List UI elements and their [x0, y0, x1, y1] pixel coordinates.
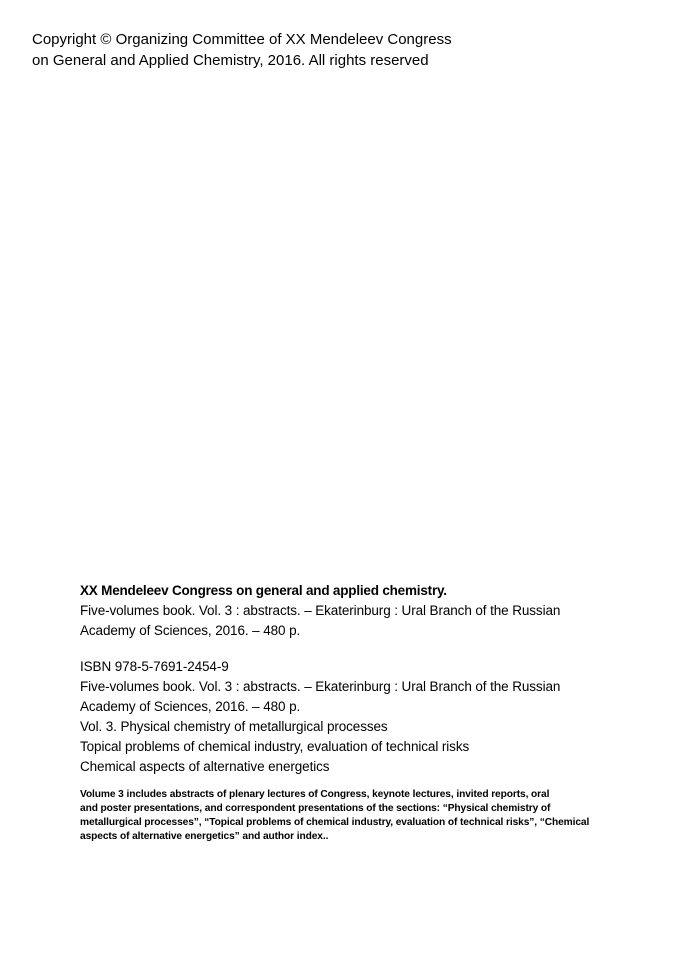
volume-summary [80, 788, 655, 844]
catalog-description-line: Five-volumes book. Vol. 3 : abstracts. – Ekaterinburg : Ural Branch of the Russian [80, 603, 561, 618]
volume-title: Vol. 3. Physical chemistry of metallurgical processes [80, 719, 388, 734]
catalog-detail-line: Five-volumes book. Vol. 3 : abstracts. – Ekaterinburg : Ural Branch of the Russian [80, 679, 561, 694]
copyright-notice [32, 29, 592, 71]
summary-line: Volume 3 includes abstracts of plenary lectures of Congress, keynote lectures, invited reports, oral [80, 789, 550, 800]
catalog-record [80, 581, 655, 844]
summary-line: metallurgical processes”, “Topical problems of chemical industry, evaluation of technical risks”, “Chemical [80, 817, 590, 828]
section-title: Chemical aspects of alternative energetics [80, 759, 330, 774]
catalog-title: XX Mendeleev Congress on general and applied chemistry. [80, 583, 447, 598]
section-title: Topical problems of chemical industry, evaluation of technical risks [80, 739, 470, 754]
catalog-description-line: Academy of Sciences, 2016. – 480 p. [80, 623, 301, 638]
isbn: ISBN 978-5-7691-2454-9 [80, 659, 229, 674]
copyright-line: on General and Applied Chemistry, 2016. All rights reserved [32, 52, 429, 69]
summary-line: and poster presentations, and correspondent presentations of the sections: “Physical chemistry of [80, 803, 551, 814]
copyright-line: Copyright © Organizing Committee of XX Mendeleev Congress [32, 31, 452, 48]
summary-line: aspects of alternative energetics” and author index.. [80, 831, 329, 842]
catalog-detail-line: Academy of Sciences, 2016. – 480 p. [80, 699, 301, 714]
